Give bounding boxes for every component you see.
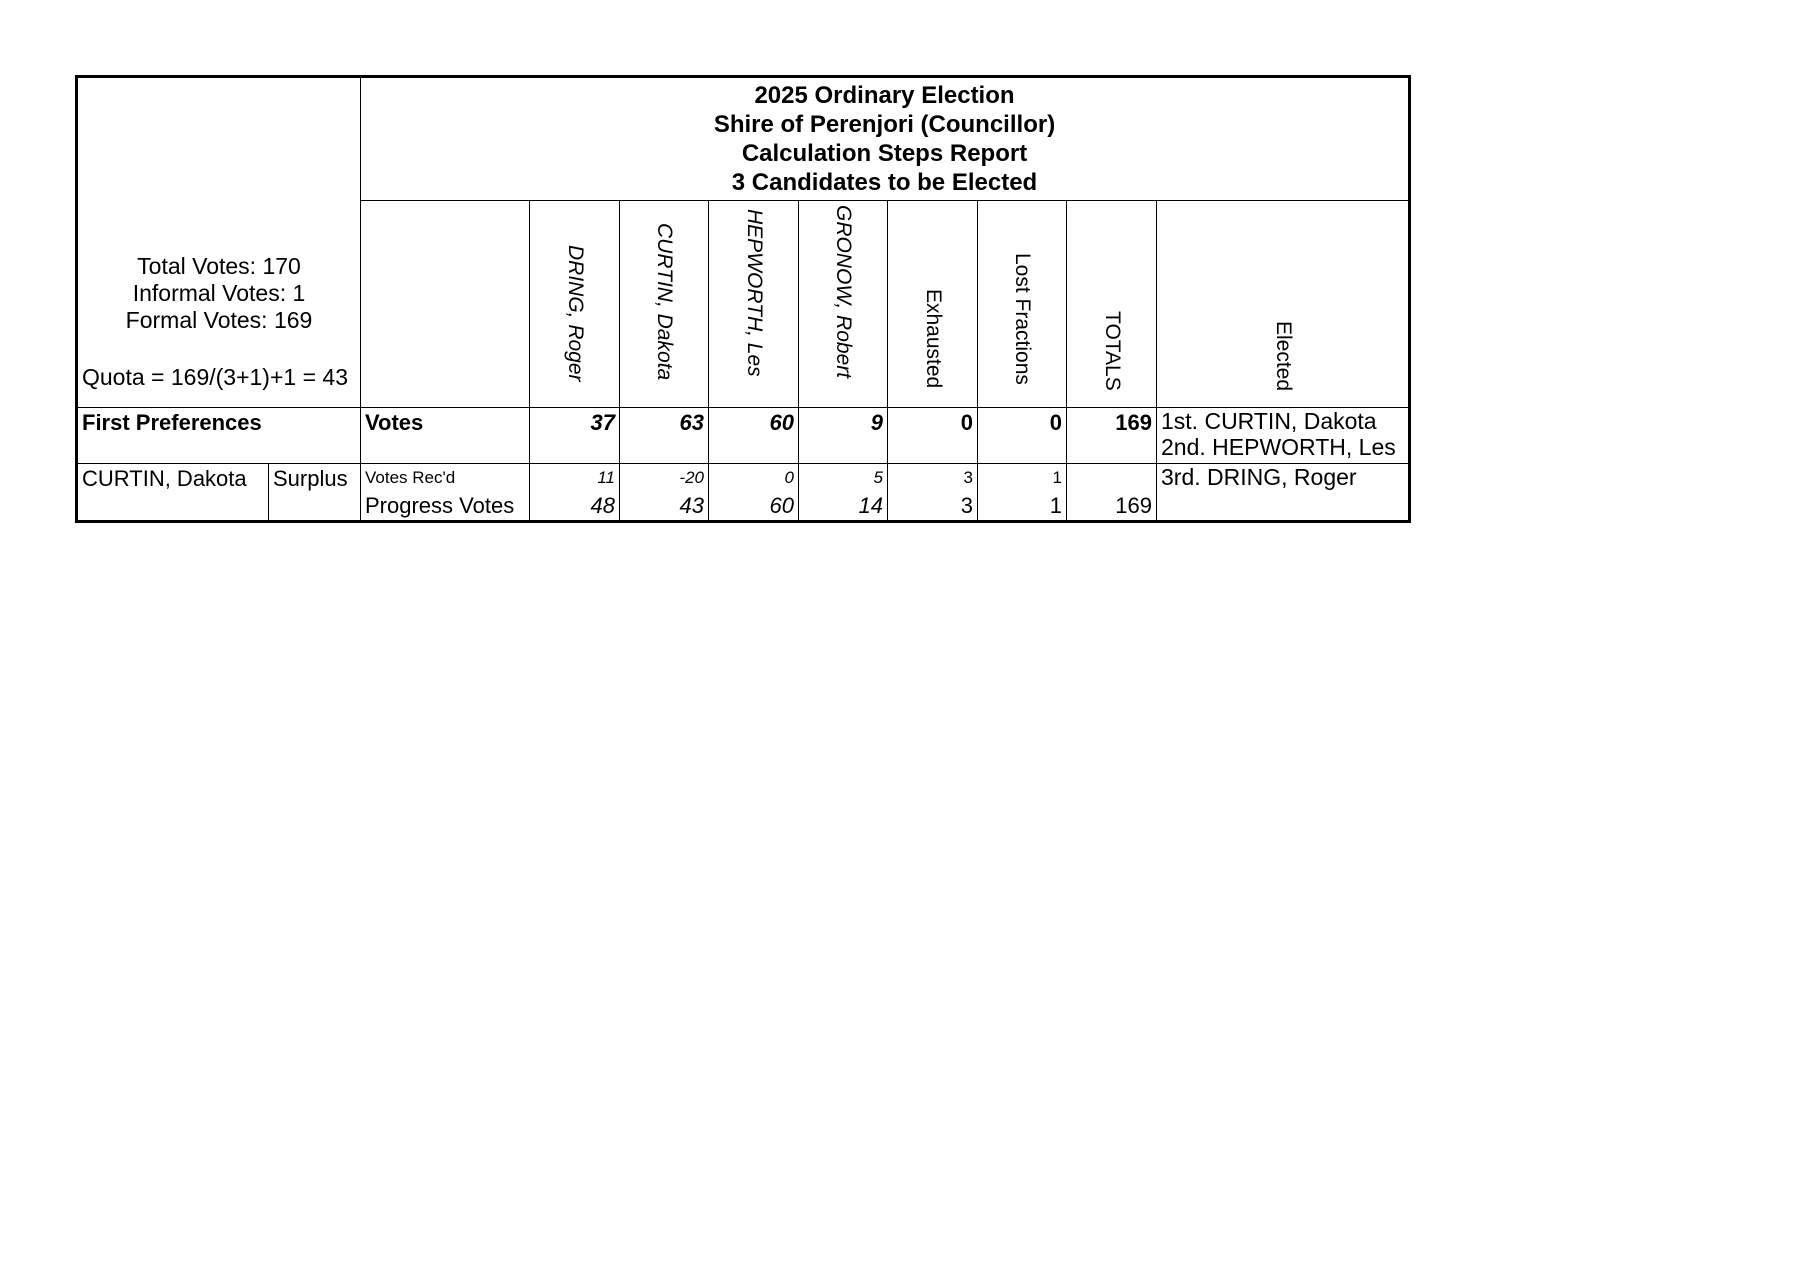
elected-entry: 3rd. DRING, Roger — [1161, 464, 1357, 490]
col-header-gronow — [799, 201, 888, 408]
elected-entry: 1st. CURTIN, Dakota — [1161, 408, 1377, 434]
quota: Quota = 169/(3+1)+1 = 43 — [82, 364, 348, 390]
title-line: 2025 Ordinary Election — [754, 82, 1015, 109]
fp-value: 63 — [620, 408, 709, 464]
col-header-label: Lost Fractions — [1011, 253, 1034, 385]
total-votes: Total Votes: 170 — [137, 253, 301, 279]
step-action: Surplus — [269, 464, 361, 522]
col-header-label: Exhausted — [921, 289, 945, 389]
step-elected — [1157, 464, 1410, 522]
col-header-label: DRING, Roger — [563, 245, 587, 382]
received-value: -20 — [620, 464, 709, 493]
col-header-dring — [530, 201, 620, 408]
col-header-hepworth — [709, 201, 799, 408]
col-header-exhausted — [888, 201, 978, 408]
fp-value: 0 — [888, 408, 978, 464]
step-received-row — [77, 464, 1410, 493]
col-header-elected — [1157, 201, 1410, 408]
received-value: 3 — [888, 464, 978, 493]
formal-votes: Formal Votes: 169 — [125, 307, 313, 333]
elected-entry: 2nd. HEPWORTH, Les — [1161, 434, 1396, 460]
progress-value: 48 — [530, 493, 620, 522]
title-line: Shire of Perenjori (Councillor) — [713, 111, 1056, 138]
progress-value: 3 — [888, 493, 978, 522]
col-header-label: CURTIN, Dakota — [653, 223, 676, 381]
col-header-label: Elected — [1271, 321, 1295, 392]
col-header-lost-fractions — [978, 201, 1067, 408]
votes-label: Votes — [361, 408, 530, 464]
informal-votes: Informal Votes: 1 — [132, 280, 306, 306]
received-value: 11 — [530, 464, 620, 493]
col-header-totals — [1067, 201, 1157, 408]
progress-value: 169 — [1067, 493, 1157, 522]
fp-value: 60 — [709, 408, 799, 464]
progress-votes-label: Progress Votes — [361, 493, 530, 522]
col-header-label: GRONOW, Robert — [832, 205, 855, 379]
summary-cell — [77, 77, 361, 408]
col-header-curtin — [620, 201, 709, 408]
calculation-steps-table — [75, 75, 1411, 523]
fp-value: 169 — [1067, 408, 1157, 464]
fp-value: 9 — [799, 408, 888, 464]
step-candidate: CURTIN, Dakota — [77, 464, 269, 522]
report-title — [361, 77, 1410, 201]
fp-value: 37 — [530, 408, 620, 464]
col-header-label: HEPWORTH, Les — [742, 209, 766, 377]
votes-recd-label: Votes Rec'd — [361, 464, 530, 493]
header-blank — [361, 201, 530, 408]
col-header-label: TOTALS — [1100, 311, 1124, 391]
received-value: 5 — [799, 464, 888, 493]
title-row — [77, 77, 1410, 201]
title-line: 3 Candidates to be Elected — [731, 169, 1038, 196]
progress-value: 60 — [709, 493, 799, 522]
first-preferences-label: First Preferences — [77, 408, 361, 464]
title-line: Calculation Steps Report — [741, 140, 1028, 167]
received-value: 0 — [709, 464, 799, 493]
received-value: 1 — [978, 464, 1067, 493]
received-value — [1067, 464, 1157, 493]
fp-elected — [1157, 408, 1410, 464]
progress-value: 1 — [978, 493, 1067, 522]
progress-value: 14 — [799, 493, 888, 522]
fp-value: 0 — [978, 408, 1067, 464]
progress-value: 43 — [620, 493, 709, 522]
first-preferences-row — [77, 408, 1410, 464]
